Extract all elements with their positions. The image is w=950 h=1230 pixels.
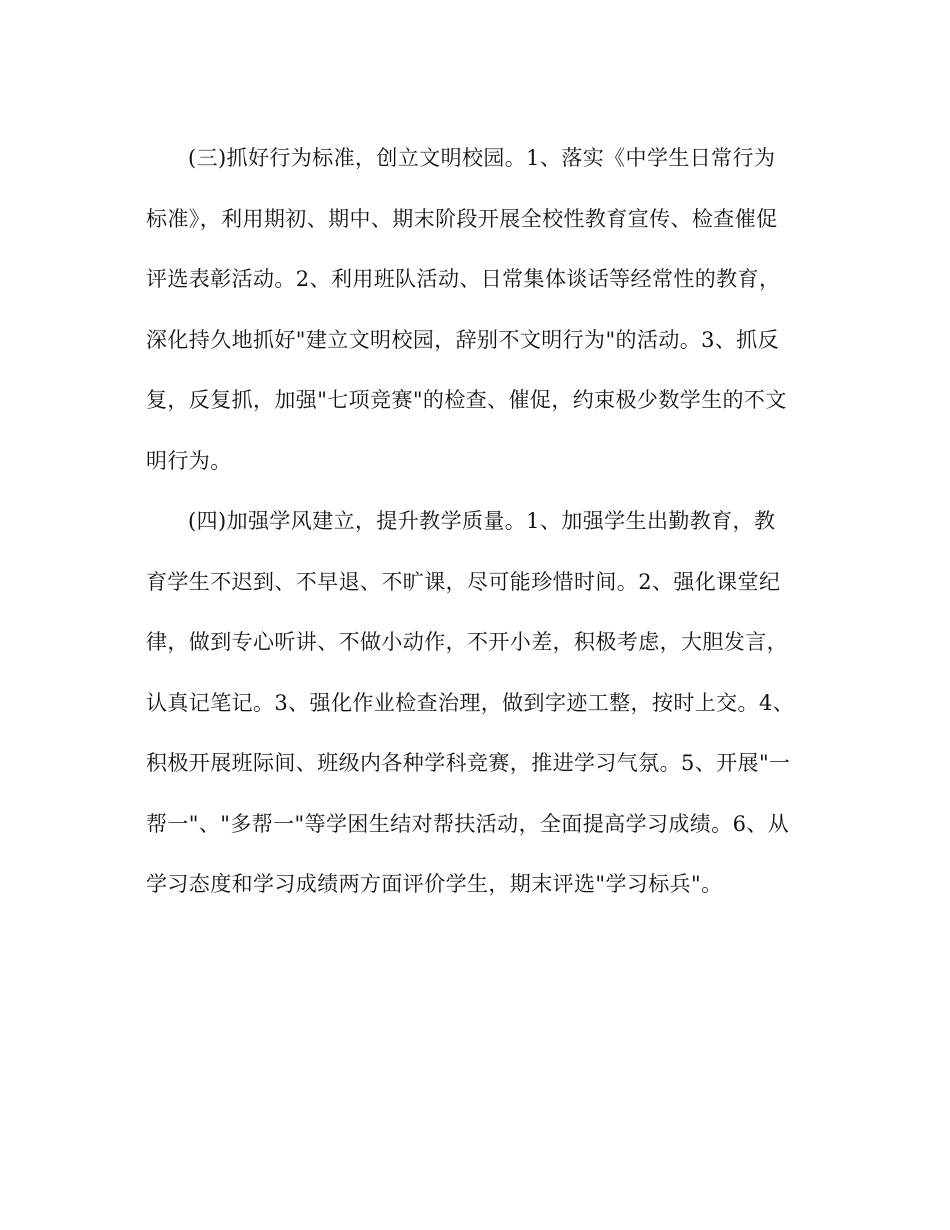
document-body bbox=[146, 128, 806, 915]
text-line: 标准》，利用期初、期中、期末阶段开展全校性教育宣传、检查催促 bbox=[146, 206, 778, 231]
text-line: 律，做到专心听讲、不做小动作，不开小差，积极考虑，大胆发言， bbox=[146, 630, 788, 654]
text-line: (三)抓好行为标准，创立文明校园。1、落实《中学生日常行为 bbox=[188, 146, 776, 170]
text-line: (四)加强学风建立，提升教学质量。1、加强学生出勤教育，教 bbox=[188, 509, 776, 533]
text-line: 育学生不迟到、不早退、不旷课，尽可能珍惜时间。2、强化课堂纪 bbox=[146, 569, 781, 594]
text-line: 明行为。 bbox=[146, 448, 232, 473]
paragraph-study-style bbox=[146, 491, 806, 915]
text-line: 认真记笔记。3、强化作业检查治理，做到字迹工整，按时上交。4、 bbox=[146, 690, 795, 715]
text-line: 评选表彰活动。2、利用班队活动、日常集体谈话等经常性的教育， bbox=[146, 267, 781, 291]
text-line: 学习态度和学习成绩两方面评价学生，期末评选"学习标兵"。 bbox=[146, 872, 723, 896]
text-line: 深化持久地抓好"建立文明校园，辞别不文明行为"的活动。3、抓反 bbox=[146, 327, 780, 352]
text-line: 复，反复抓，加强"七项竞赛"的检查、催促，约束极少数学生的不文 bbox=[146, 388, 787, 412]
text-line: 积极开展班际间、班级内各种学科竞赛，推进学习气氛。5、开展"一 bbox=[146, 751, 791, 775]
paragraph-behavior-standards bbox=[146, 128, 806, 491]
text-line: 帮一"、"多帮一"等学困生结对帮扶活动，全面提高学习成绩。6、从 bbox=[146, 811, 790, 836]
